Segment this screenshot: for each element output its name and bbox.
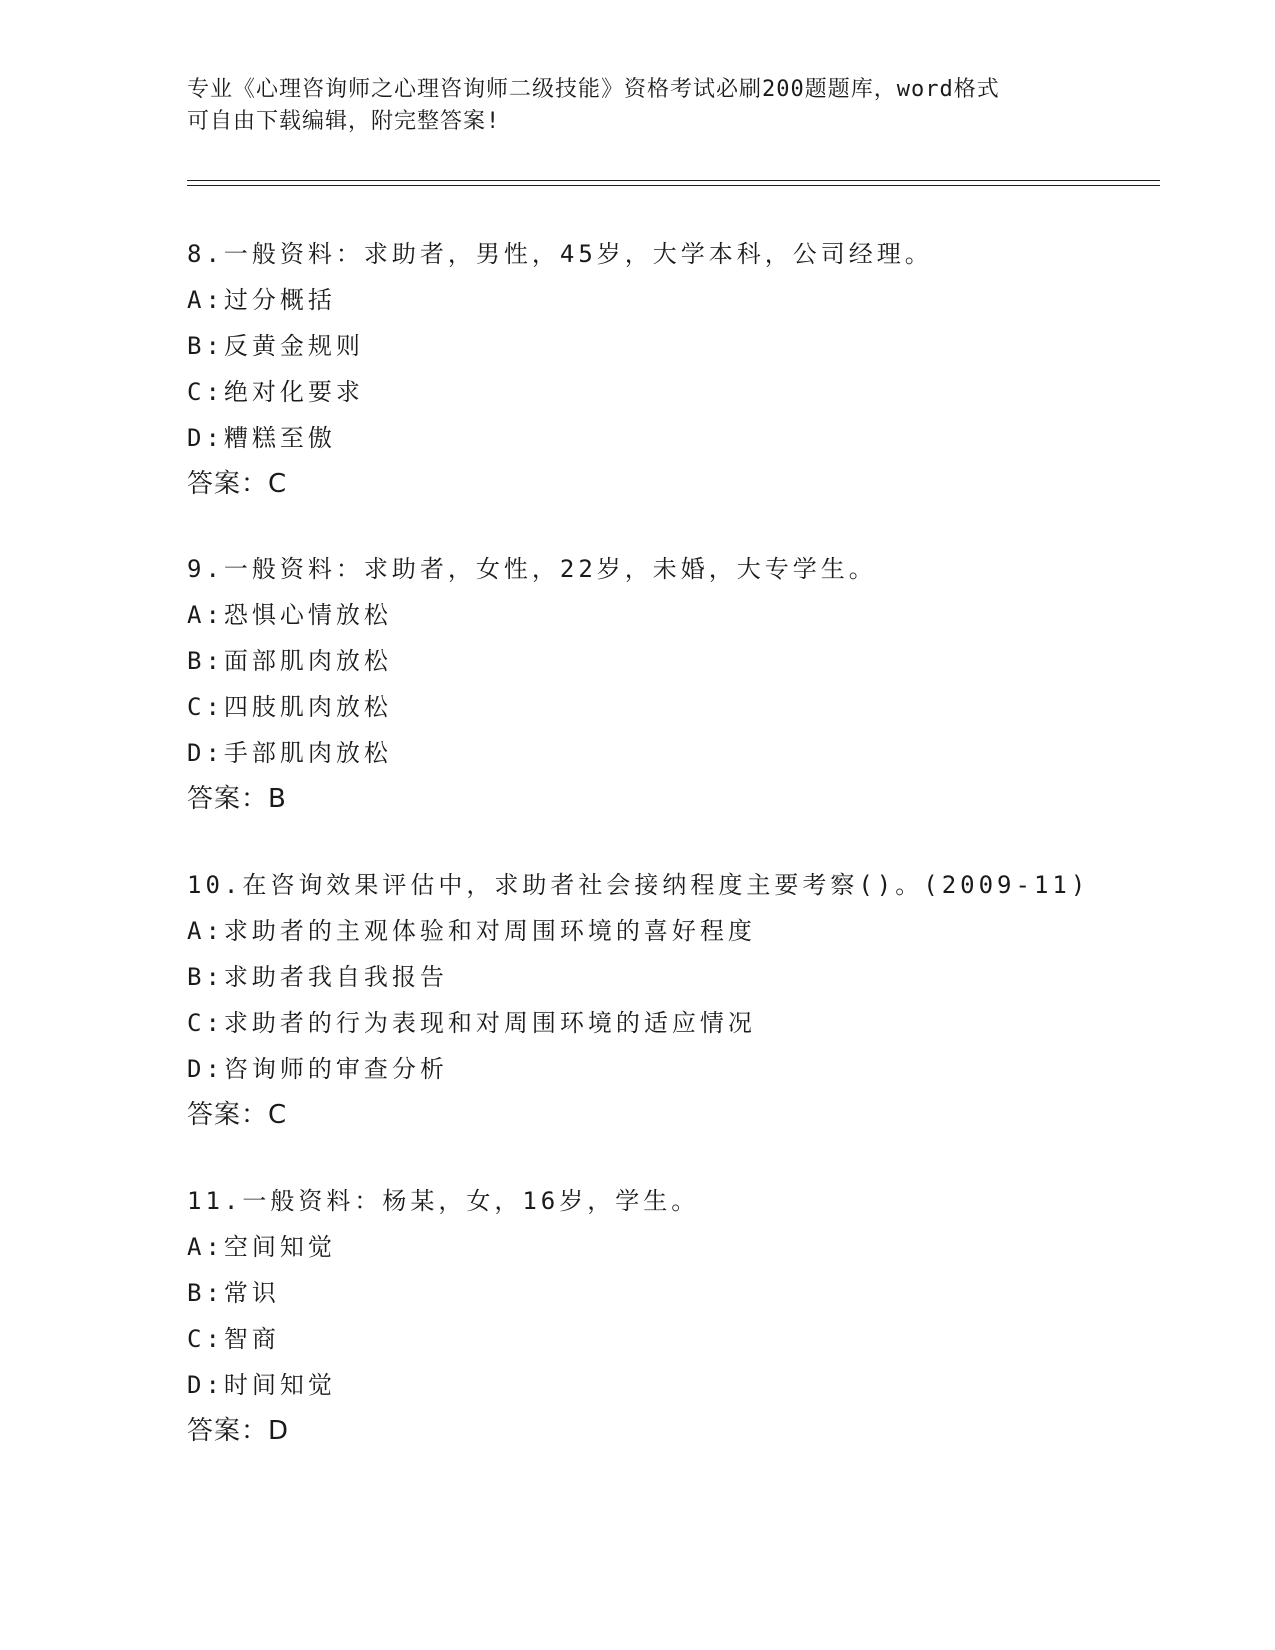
answer-line: 答案：C — [187, 1100, 288, 1130]
option-a: A:空间知觉 — [187, 1233, 336, 1261]
option-b: B:反黄金规则 — [187, 332, 364, 360]
option-c: C:绝对化要求 — [187, 378, 364, 406]
question-11 — [187, 1178, 1187, 1454]
question-8 — [187, 231, 1187, 507]
answer-line: 答案：D — [187, 1416, 290, 1446]
header-line-1: 专业《心理咨询师之心理咨询师二级技能》资格考试必刷200题题库，word格式 — [187, 77, 1000, 102]
question-text: 11.一般资料：杨某，女，16岁，学生。 — [187, 1187, 700, 1215]
option-c: C:求助者的行为表现和对周围环境的适应情况 — [187, 1009, 756, 1037]
header-divider-bottom — [187, 185, 1160, 186]
option-d: D:咨询师的审查分析 — [187, 1055, 448, 1083]
option-c: C:四肢肌肉放松 — [187, 693, 392, 721]
question-10 — [187, 862, 1187, 1138]
answer-line: 答案：C — [187, 469, 288, 499]
header-line-2: 可自由下载编辑，附完整答案! — [187, 109, 501, 134]
answer-line: 答案：B — [187, 784, 287, 814]
option-b: B:求助者我自我报告 — [187, 963, 448, 991]
question-text: 10.在咨询效果评估中，求助者社会接纳程度主要考察()。(2009-11) — [187, 871, 1090, 899]
header-divider-top — [187, 180, 1160, 181]
option-b: B:常识 — [187, 1279, 280, 1307]
document-header — [187, 74, 1087, 138]
option-d: D:手部肌肉放松 — [187, 739, 392, 767]
option-d: D:糟糕至傲 — [187, 424, 336, 452]
option-a: A:恐惧心情放松 — [187, 601, 392, 629]
question-9 — [187, 546, 1187, 822]
question-text: 9.一般资料：求助者，女性，22岁，未婚，大专学生。 — [187, 555, 877, 583]
question-text: 8.一般资料：求助者，男性，45岁，大学本科，公司经理。 — [187, 240, 933, 268]
option-c: C:智商 — [187, 1325, 280, 1353]
option-a: A:求助者的主观体验和对周围环境的喜好程度 — [187, 917, 756, 945]
option-a: A:过分概括 — [187, 286, 336, 314]
option-d: D:时间知觉 — [187, 1371, 336, 1399]
option-b: B:面部肌肉放松 — [187, 647, 392, 675]
